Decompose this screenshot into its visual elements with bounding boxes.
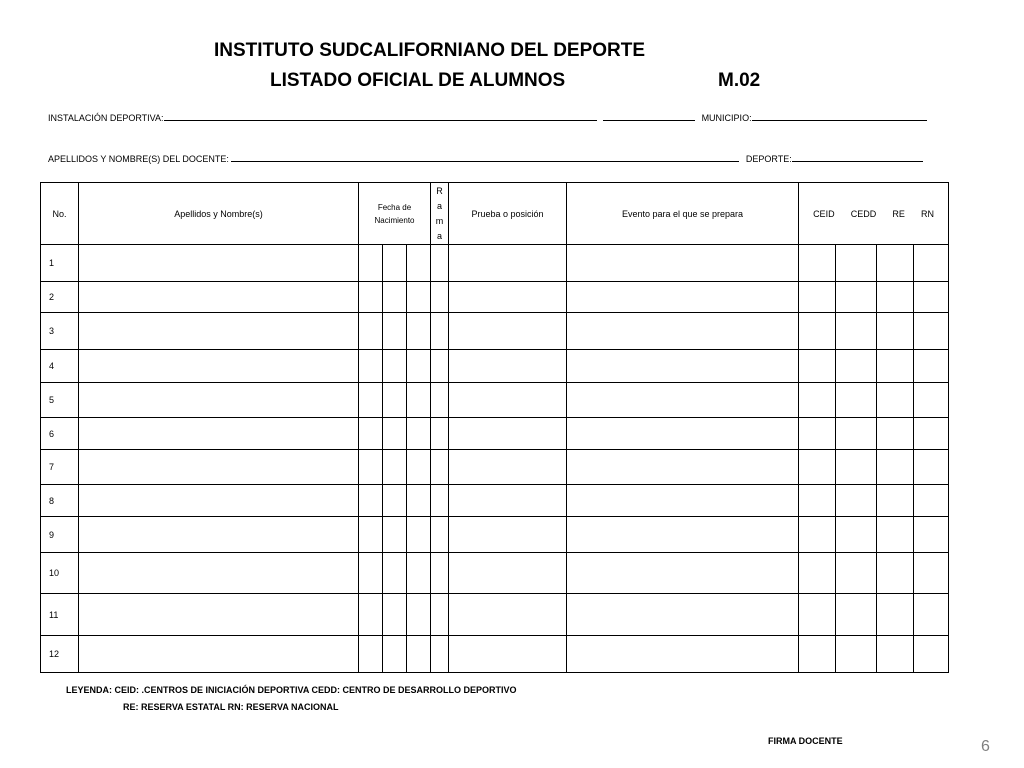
- list-title: LISTADO OFICIAL DE ALUMNOS: [270, 70, 566, 91]
- birth-month-cell[interactable]: [383, 485, 407, 517]
- municipality-line[interactable]: [752, 111, 927, 121]
- row-number: 9: [41, 517, 79, 553]
- re-cell[interactable]: [877, 245, 914, 282]
- ceid-cell[interactable]: [799, 594, 836, 636]
- name-cell[interactable]: [79, 313, 359, 350]
- re-cell[interactable]: [877, 485, 914, 517]
- birth-day-cell[interactable]: [359, 245, 383, 282]
- re-cell[interactable]: [877, 383, 914, 418]
- row-number: 11: [41, 594, 79, 636]
- name-cell[interactable]: [79, 485, 359, 517]
- birth-year-cell[interactable]: [407, 313, 431, 350]
- cedd-cell[interactable]: [836, 485, 877, 517]
- name-cell[interactable]: [79, 383, 359, 418]
- prep-cell[interactable]: [567, 553, 799, 594]
- rama-cell[interactable]: [431, 313, 449, 350]
- col-event-header: Prueba o posición: [449, 183, 567, 245]
- row-number: 7: [41, 450, 79, 485]
- re-cell[interactable]: [877, 313, 914, 350]
- ceid-label: CEID: [813, 208, 835, 219]
- cedd-cell[interactable]: [836, 245, 877, 282]
- rn-cell[interactable]: [914, 383, 949, 418]
- prep-cell[interactable]: [567, 245, 799, 282]
- prep-cell[interactable]: [567, 313, 799, 350]
- name-cell[interactable]: [79, 450, 359, 485]
- rn-cell[interactable]: [914, 553, 949, 594]
- rn-cell[interactable]: [914, 350, 949, 383]
- rama-cell[interactable]: [431, 553, 449, 594]
- prep-cell[interactable]: [567, 418, 799, 450]
- birth-year-cell[interactable]: [407, 450, 431, 485]
- ceid-cell[interactable]: [799, 517, 836, 553]
- form-code: M.02: [718, 70, 761, 91]
- table-row: [41, 485, 949, 517]
- prep-cell[interactable]: [567, 485, 799, 517]
- name-cell[interactable]: [79, 553, 359, 594]
- birth-day-cell[interactable]: [359, 313, 383, 350]
- rn-cell[interactable]: [914, 282, 949, 313]
- rama-cell[interactable]: [431, 245, 449, 282]
- table-row: [41, 594, 949, 636]
- birth-month-cell[interactable]: [383, 313, 407, 350]
- re-cell[interactable]: [877, 553, 914, 594]
- table-row: [41, 313, 949, 350]
- table-row: [41, 636, 949, 673]
- name-cell[interactable]: [79, 418, 359, 450]
- event-cell[interactable]: [449, 450, 567, 485]
- event-cell[interactable]: [449, 418, 567, 450]
- col-classification-header: [799, 183, 949, 245]
- birth-day-cell[interactable]: [359, 636, 383, 673]
- birth-year-cell[interactable]: [407, 418, 431, 450]
- teacher-line[interactable]: [231, 152, 739, 162]
- cedd-cell[interactable]: [836, 636, 877, 673]
- rn-cell[interactable]: [914, 450, 949, 485]
- rn-cell[interactable]: [914, 517, 949, 553]
- rama-cell[interactable]: [431, 485, 449, 517]
- prep-cell[interactable]: [567, 636, 799, 673]
- table-body: [41, 245, 949, 673]
- ceid-cell[interactable]: [799, 485, 836, 517]
- rn-cell[interactable]: [914, 636, 949, 673]
- sport-line[interactable]: [792, 152, 923, 162]
- ceid-cell[interactable]: [799, 383, 836, 418]
- re-cell[interactable]: [877, 636, 914, 673]
- re-cell[interactable]: [877, 350, 914, 383]
- event-cell[interactable]: [449, 383, 567, 418]
- event-cell[interactable]: [449, 350, 567, 383]
- ceid-cell[interactable]: [799, 636, 836, 673]
- prep-cell[interactable]: [567, 450, 799, 485]
- row-number: 3: [41, 313, 79, 350]
- birth-day-cell[interactable]: [359, 485, 383, 517]
- rama-cell[interactable]: [431, 350, 449, 383]
- cedd-cell[interactable]: [836, 383, 877, 418]
- table-row: [41, 282, 949, 313]
- name-cell[interactable]: [79, 282, 359, 313]
- birth-year-cell[interactable]: [407, 383, 431, 418]
- rama-cell[interactable]: [431, 383, 449, 418]
- col-name-header: Apellidos y Nombre(s): [79, 183, 359, 245]
- rama-letter: a: [436, 230, 442, 241]
- event-cell[interactable]: [449, 282, 567, 313]
- birth-month-cell[interactable]: [383, 553, 407, 594]
- table-header-row: [41, 183, 949, 245]
- table-row: [41, 418, 949, 450]
- sport-label: DEPORTE:: [745, 154, 792, 164]
- legend-line-1: LEYENDA: CEID: .CENTROS DE INICIACIÓN DEPORTIVA CEDD: CENTRO DE DESARROLLO DEPORTIVO: [66, 685, 517, 695]
- table-row: [41, 450, 949, 485]
- event-cell[interactable]: [449, 517, 567, 553]
- birth-day-cell[interactable]: [359, 383, 383, 418]
- prep-cell[interactable]: [567, 383, 799, 418]
- birth-year-cell[interactable]: [407, 553, 431, 594]
- name-cell[interactable]: [79, 350, 359, 383]
- birth-year-cell[interactable]: [407, 517, 431, 553]
- facility-row: [48, 111, 927, 123]
- birth-month-cell[interactable]: [383, 517, 407, 553]
- re-label: RE: [892, 208, 905, 219]
- ceid-cell[interactable]: [799, 313, 836, 350]
- legend-line-2: RE: RESERVA ESTATAL RN: RESERVA NACIONAL: [123, 702, 339, 712]
- prep-cell[interactable]: [567, 350, 799, 383]
- row-number: 4: [41, 350, 79, 383]
- re-cell[interactable]: [877, 517, 914, 553]
- prep-cell[interactable]: [567, 282, 799, 313]
- rama-cell[interactable]: [431, 594, 449, 636]
- birth-day-cell[interactable]: [359, 418, 383, 450]
- cedd-label: CEDD: [850, 208, 877, 219]
- birth-month-cell[interactable]: [383, 383, 407, 418]
- facility-label: INSTALACIÓN DEPORTIVA:: [48, 113, 164, 123]
- row-number: 1: [41, 245, 79, 282]
- rama-letter: m: [435, 215, 444, 226]
- teacher-label: APELLIDOS Y NOMBRE(S) DEL DOCENTE:: [48, 154, 229, 164]
- row-number: 10: [41, 553, 79, 594]
- rama-cell[interactable]: [431, 517, 449, 553]
- birth-month-cell[interactable]: [383, 350, 407, 383]
- rama-cell[interactable]: [431, 418, 449, 450]
- rn-cell[interactable]: [914, 485, 949, 517]
- rn-cell[interactable]: [914, 594, 949, 636]
- birth-month-cell[interactable]: [383, 636, 407, 673]
- row-number: 5: [41, 383, 79, 418]
- birth-year-cell[interactable]: [407, 350, 431, 383]
- row-number: 2: [41, 282, 79, 313]
- ceid-cell[interactable]: [799, 418, 836, 450]
- cedd-cell[interactable]: [836, 350, 877, 383]
- rn-cell[interactable]: [914, 313, 949, 350]
- re-cell[interactable]: [877, 418, 914, 450]
- cedd-cell[interactable]: [836, 594, 877, 636]
- birth-year-cell[interactable]: [407, 485, 431, 517]
- prep-cell[interactable]: [567, 517, 799, 553]
- institution-title: INSTITUTO SUDCALIFORNIANO DEL DEPORTE: [214, 40, 646, 61]
- rn-label: RN: [920, 208, 934, 219]
- event-cell[interactable]: [449, 313, 567, 350]
- ceid-cell[interactable]: [799, 282, 836, 313]
- teacher-row: [48, 152, 923, 164]
- birth-month-cell[interactable]: [383, 450, 407, 485]
- rn-cell[interactable]: [914, 245, 949, 282]
- ceid-cell[interactable]: [799, 350, 836, 383]
- col-no-header: No.: [41, 183, 79, 245]
- birth-year-cell[interactable]: [407, 245, 431, 282]
- event-cell[interactable]: [449, 485, 567, 517]
- event-cell[interactable]: [449, 636, 567, 673]
- event-cell[interactable]: [449, 245, 567, 282]
- birth-month-cell[interactable]: [383, 282, 407, 313]
- table-row: [41, 517, 949, 553]
- col-birth-header: Fecha de Nacimiento: [359, 183, 431, 245]
- cedd-cell[interactable]: [836, 450, 877, 485]
- table-row: [41, 383, 949, 418]
- rama-letter: R: [436, 185, 443, 196]
- municipality-label: MUNICIPIO:: [701, 113, 752, 123]
- prep-cell[interactable]: [567, 594, 799, 636]
- birth-month-cell[interactable]: [383, 418, 407, 450]
- row-number: 6: [41, 418, 79, 450]
- facility-extra-line[interactable]: [603, 111, 695, 121]
- cedd-cell[interactable]: [836, 282, 877, 313]
- re-cell[interactable]: [877, 282, 914, 313]
- re-cell[interactable]: [877, 450, 914, 485]
- table-row: [41, 553, 949, 594]
- name-cell[interactable]: [79, 636, 359, 673]
- event-cell[interactable]: [449, 553, 567, 594]
- cedd-cell[interactable]: [836, 517, 877, 553]
- birth-day-cell[interactable]: [359, 517, 383, 553]
- cedd-cell[interactable]: [836, 313, 877, 350]
- birth-year-cell[interactable]: [407, 594, 431, 636]
- event-cell[interactable]: [449, 594, 567, 636]
- table-row: [41, 350, 949, 383]
- birth-year-cell[interactable]: [407, 282, 431, 313]
- rama-cell[interactable]: [431, 450, 449, 485]
- re-cell[interactable]: [877, 594, 914, 636]
- birth-month-cell[interactable]: [383, 594, 407, 636]
- name-cell[interactable]: [79, 594, 359, 636]
- ceid-cell[interactable]: [799, 450, 836, 485]
- cedd-cell[interactable]: [836, 418, 877, 450]
- birth-year-cell[interactable]: [407, 636, 431, 673]
- birth-day-cell[interactable]: [359, 450, 383, 485]
- col-prep-header: Evento para el que se prepara: [567, 183, 799, 245]
- birth-month-cell[interactable]: [383, 245, 407, 282]
- birth-day-cell[interactable]: [359, 282, 383, 313]
- rama-cell[interactable]: [431, 636, 449, 673]
- facility-line[interactable]: [164, 111, 597, 121]
- name-cell[interactable]: [79, 517, 359, 553]
- ceid-cell[interactable]: [799, 245, 836, 282]
- rn-cell[interactable]: [914, 418, 949, 450]
- row-number: 8: [41, 485, 79, 517]
- col-rama-header: [431, 183, 449, 245]
- name-cell[interactable]: [79, 245, 359, 282]
- students-table: [40, 182, 949, 673]
- birth-day-cell[interactable]: [359, 350, 383, 383]
- page-number: 6: [981, 738, 990, 755]
- rama-letter: a: [436, 200, 442, 211]
- row-number: 12: [41, 636, 79, 673]
- ceid-cell[interactable]: [799, 553, 836, 594]
- birth-day-cell[interactable]: [359, 594, 383, 636]
- cedd-cell[interactable]: [836, 553, 877, 594]
- signature-label: FIRMA DOCENTE: [768, 736, 843, 746]
- table-row: [41, 245, 949, 282]
- birth-day-cell[interactable]: [359, 553, 383, 594]
- rama-cell[interactable]: [431, 282, 449, 313]
